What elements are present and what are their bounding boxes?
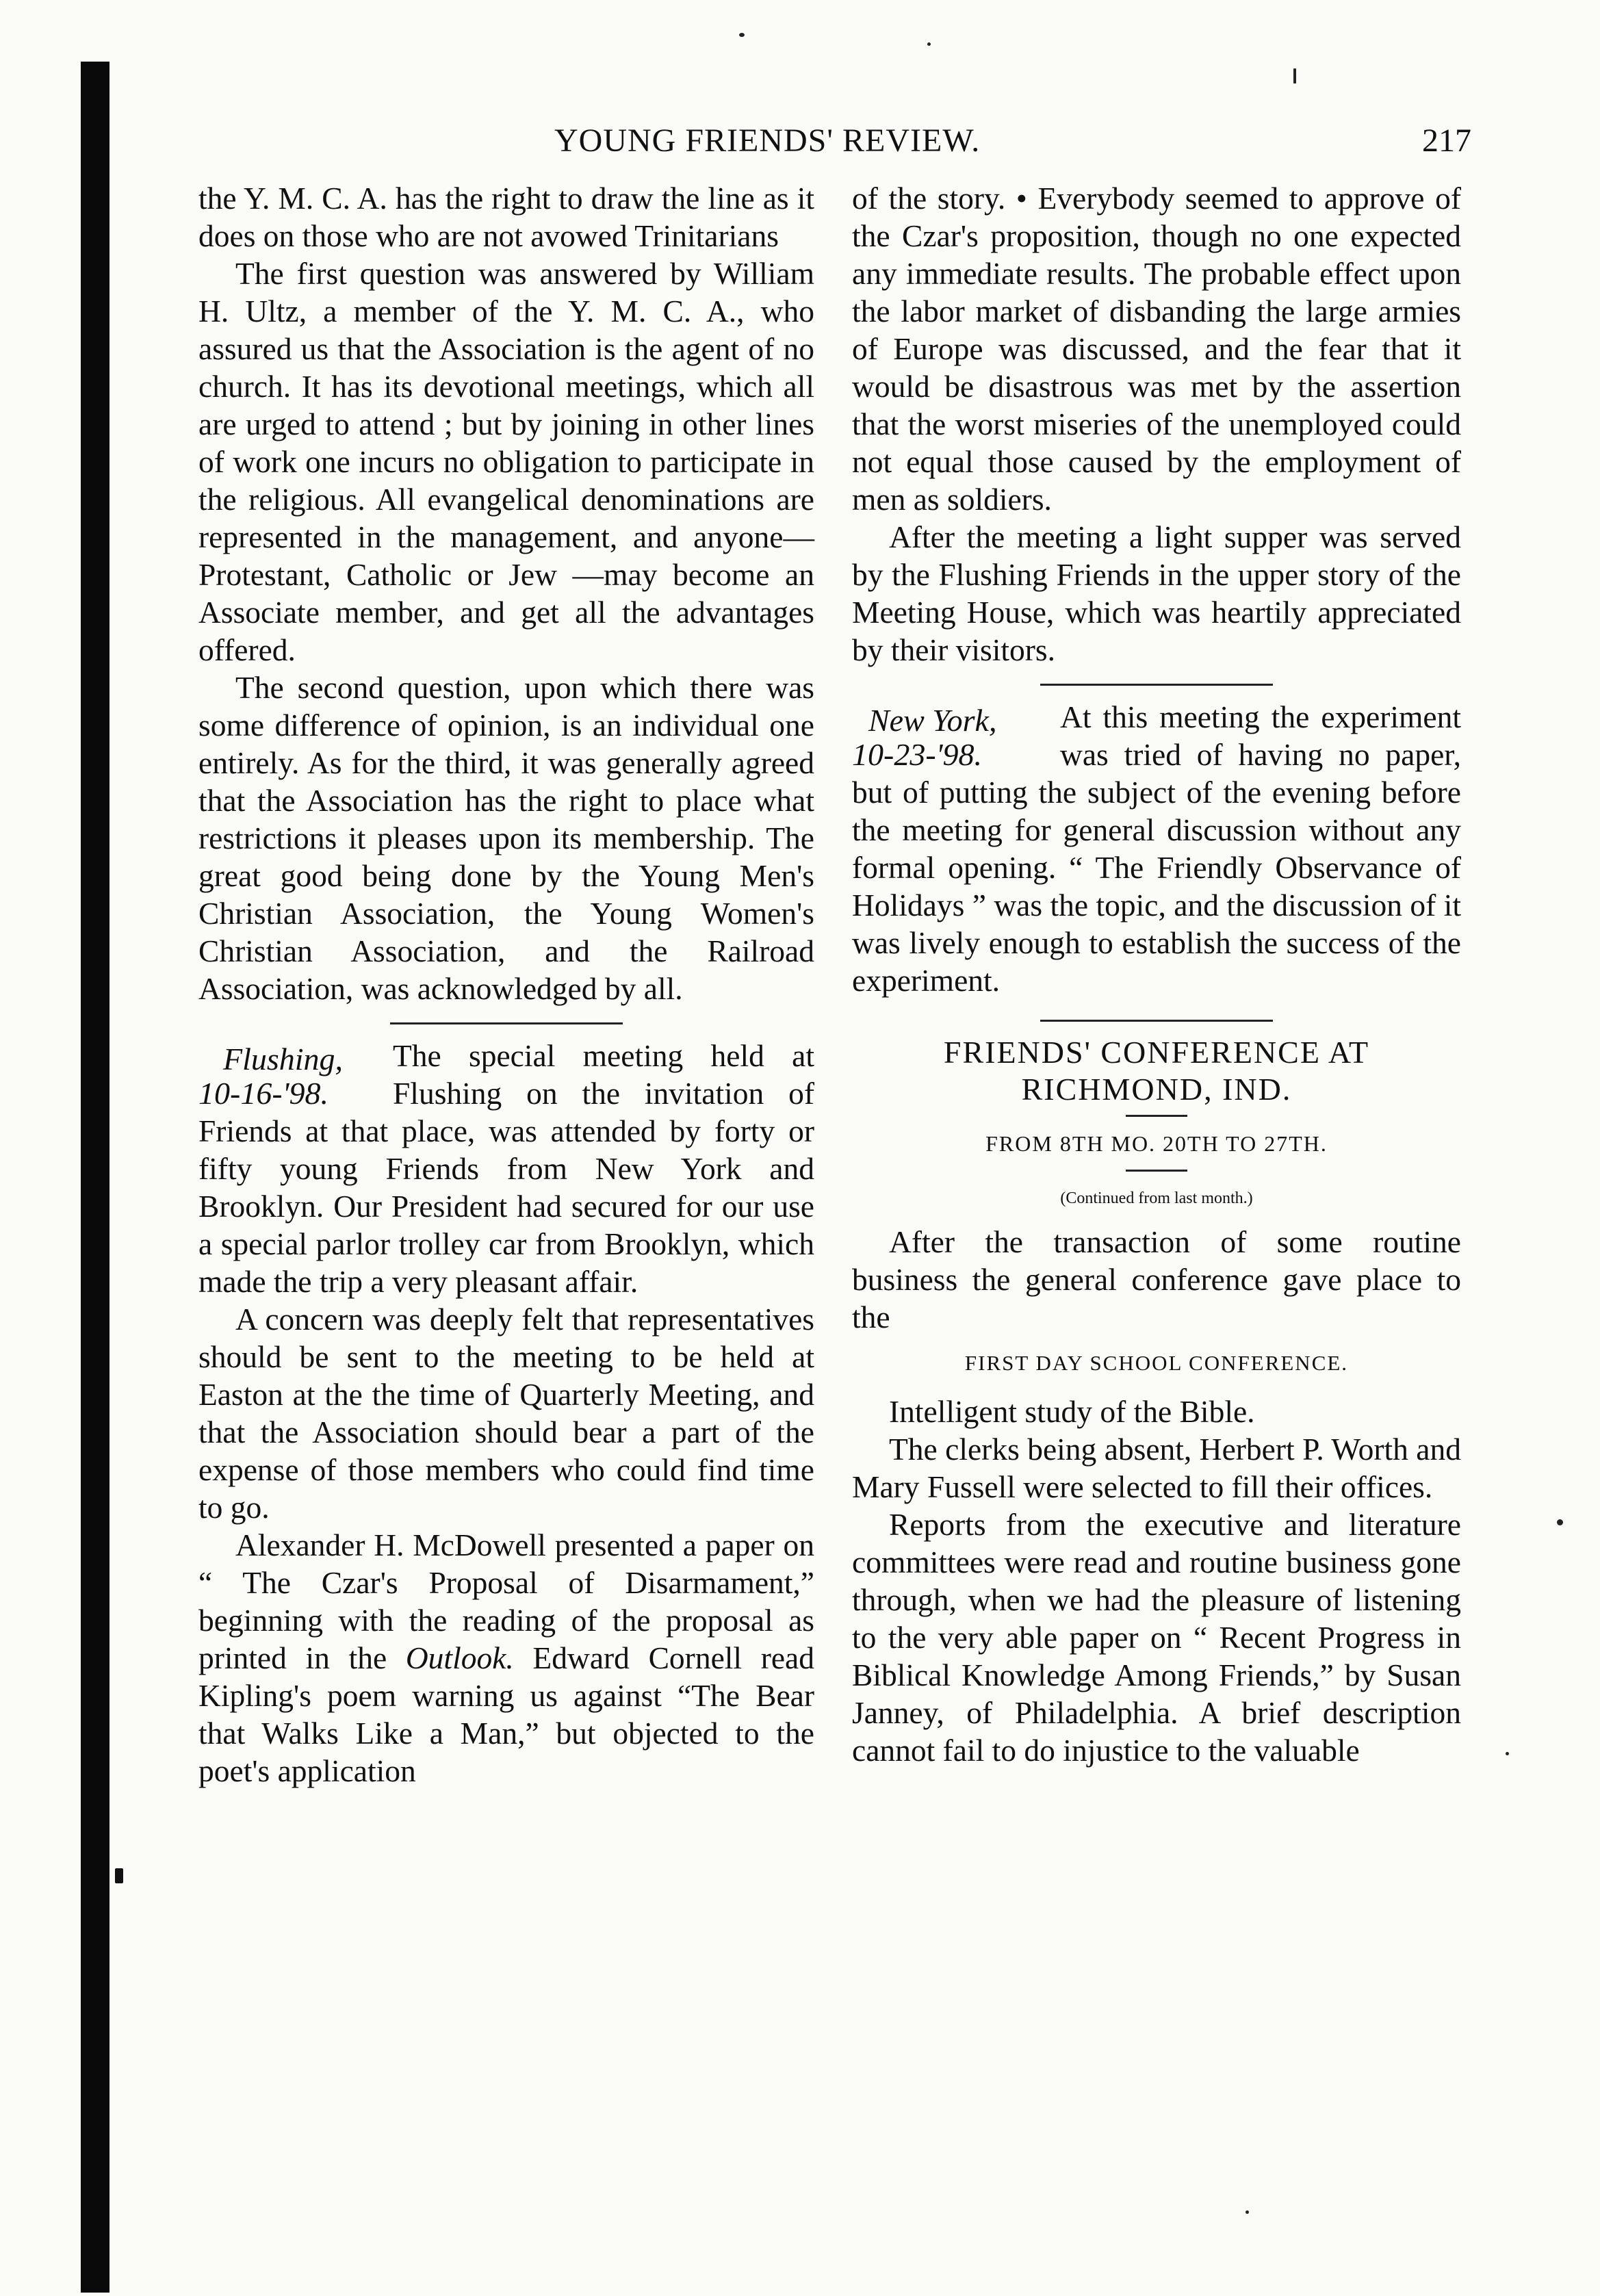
- scan-speck: [739, 33, 745, 37]
- binding-mark: [115, 1868, 123, 1883]
- scan-speck: [1557, 1519, 1563, 1525]
- paragraph: The clerks being absent, Herbert P. Worth and Mary Fussell were selected to fill their offices.: [852, 1432, 1461, 1504]
- right-column: [852, 179, 1461, 1769]
- paragraph: The second question, upon which there was some difference of opinion, is an individual one entirely. As for the third, it was generally agreed that the Association has the right to place what restrictions it pleases upon its membership. The great good being done by the Young Men's Christian Association, the Young Women's Christian Association, and the Railroad Association, was acknowledged by all.: [198, 670, 814, 1006]
- running-title: YOUNG FRIENDS' REVIEW.: [554, 122, 981, 159]
- dateline-date: 10-23-'98.: [852, 737, 982, 772]
- dateline-date: 10-16-'98.: [198, 1076, 328, 1111]
- dateline-place: Flushing,: [223, 1042, 344, 1076]
- subsection-heading: FIRST DAY SCHOOL CONFERENCE.: [964, 1351, 1349, 1375]
- text-run: Alexander H. McDowell presented a paper on “ The Czar's Proposal of Disarmament,” beginning with the reading of the proposal as printed in the: [198, 1527, 814, 1675]
- paragraph: After the transaction of some routine business the general conference gave place to the: [852, 1224, 1461, 1334]
- dateline: [198, 1037, 383, 1111]
- flushing-report: [198, 1037, 383, 1111]
- scan-speck: [1246, 2210, 1249, 2214]
- paragraph: The special meeting held at Flushing on the invitation of Friends at that place, was attended by forty or fifty young Friends from New York and Brooklyn. Our President had secured for our use a special parlor trolley car from Brooklyn, which made the trip a very pleasant affair.: [198, 1038, 814, 1299]
- scan-speck: [927, 42, 931, 46]
- section-heading: [852, 1034, 1461, 1108]
- conference-dates: FROM 8TH MO. 20TH TO 27TH.: [985, 1131, 1328, 1156]
- dateline-place: New York,: [868, 703, 997, 738]
- paragraph: Intelligent study of the Bible.: [889, 1394, 1255, 1429]
- short-divider: [1126, 1115, 1187, 1117]
- paragraph: The first question was answered by William H. Ultz, a member of the Y. M. C. A., who assured us that the Association is the agent of no church. It has its devotional meetings, which all are urged to attend ; but by joining in other lines of work one incurs no obligation to participate in the religious. All evangelical denominations are represented in the management, and anyone—Protestant, Catholic or Jew —may become an Associate member, and get all the advantages offered.: [198, 256, 814, 667]
- paragraph: the Y. M. C. A. has the right to draw the line as it does on those who are not avowed Trinitarians: [198, 181, 814, 253]
- short-divider: [1126, 1170, 1187, 1172]
- scan-speck: [1506, 1752, 1509, 1755]
- paragraph: [198, 1526, 814, 1790]
- paragraph: of the story. • Everybody seemed to approve of the Czar's proposition, though no one expected any immediate results. The probable effect upon the labor market of disbanding the large armies of Europe was discussed, and the fear that it would be disastrous was met by the assertion that the worst miseries of the unemployed could not equal those caused by the employment of men as soldiers.: [852, 181, 1461, 517]
- section-divider: [1040, 1020, 1273, 1022]
- left-column: [198, 179, 814, 1790]
- paragraph: A concern was deeply felt that representatives should be sent to the meeting to be held at Easton at the the time of Quarterly Meeting, and that the Association should bear a part of the expense of those members who could find time to go.: [198, 1302, 814, 1525]
- page-number: 217: [1422, 122, 1471, 159]
- heading-line: RICHMOND, IND.: [1021, 1072, 1292, 1107]
- page-binding-edge: [81, 62, 109, 2293]
- new-york-report: [852, 698, 1050, 772]
- section-divider: [390, 1022, 623, 1024]
- paragraph: At this meeting the experiment was tried of having no paper, but of putting the subject of the evening before the meeting for general discussion without any formal opening. “ The Friendly Observance of Holidays ” was the topic, and the discussion of it was lively enough to establish the success of the experiment.: [852, 699, 1461, 998]
- continued-note: (Continued from last month.): [1060, 1189, 1253, 1207]
- scan-speck: [1293, 68, 1296, 83]
- text-run: Edward Cornell read Kipling's poem warning us against “The Bear that Walks Like a Man,” but objected to the poet's application: [198, 1640, 814, 1788]
- publication-title: Outlook.: [405, 1640, 514, 1675]
- paragraph: After the meeting a light supper was served by the Flushing Friends in the upper story of the Meeting House, which was heartily appreciated by their visitors.: [852, 519, 1461, 667]
- dateline: [852, 698, 1050, 772]
- section-divider: [1040, 684, 1273, 686]
- page-header: [198, 122, 1471, 170]
- heading-line: FRIENDS' CONFERENCE AT: [943, 1035, 1370, 1070]
- paragraph: Reports from the executive and literature committees were read and routine business gone through, when we had the pleasure of listening to the very able paper on “ Recent Progress in Biblical Knowledge Among Friends,” by Susan Janney, of Philadelphia. A brief description cannot fail to do injustice to the valuable: [852, 1507, 1461, 1768]
